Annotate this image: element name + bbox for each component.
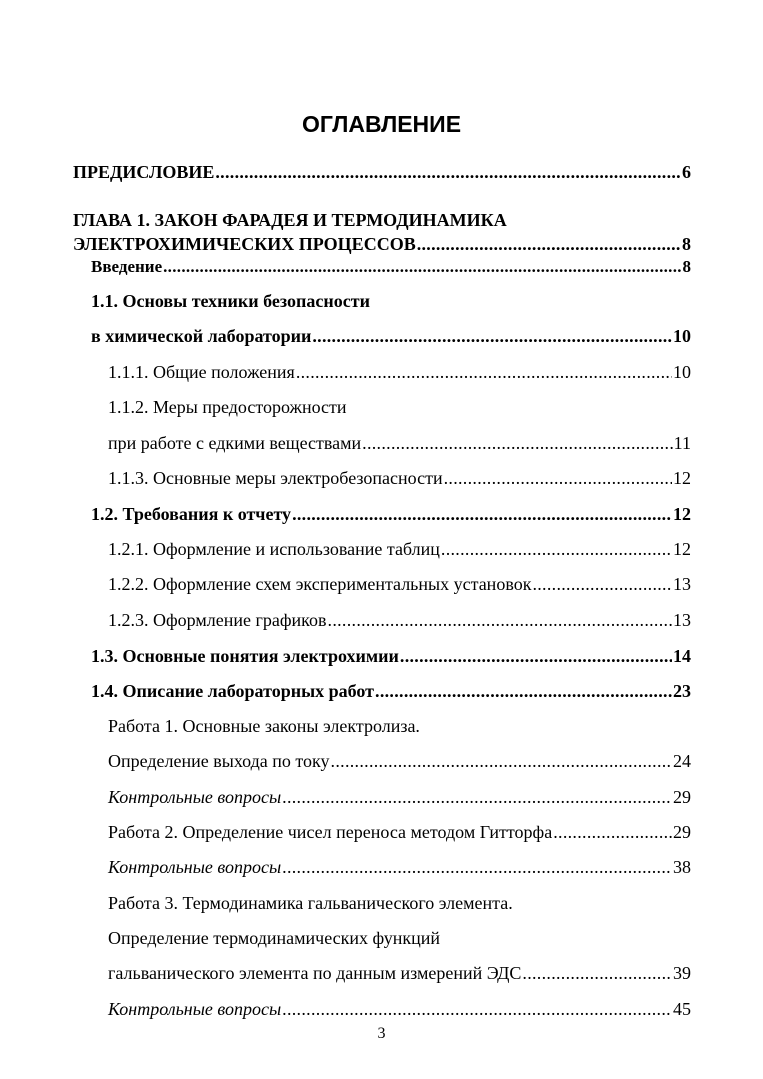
toc-entry-title: Контрольные вопросы — [108, 787, 282, 807]
toc-entry-questions3[interactable] — [108, 998, 691, 1020]
toc-leader-dots — [362, 432, 673, 454]
toc-entry-title: 1.1.1. Общие положения — [108, 362, 295, 382]
toc-entry-1-1[interactable] — [91, 325, 691, 347]
toc-entry-1-2-2[interactable] — [108, 573, 691, 595]
toc-entry-work2[interactable] — [108, 821, 691, 843]
toc-entry-title: 1.1.3. Основные меры электробезопасности — [108, 468, 443, 488]
toc-entry-chapter1-line1: ГЛАВА 1. ЗАКОН ФАРАДЕЯ И ТЕРМОДИНАМИКА — [73, 210, 507, 230]
toc-entry-title: Работа 2. Определение чисел переноса методом Гитторфа — [108, 822, 553, 842]
toc-entry-title: 1.3. Основные понятия электрохимии — [91, 646, 399, 666]
toc-leader-dots — [417, 233, 681, 255]
toc-entry-1-1-2-line1: 1.1.2. Меры предосторожности — [108, 397, 347, 417]
toc-entry-title: Определение выхода по току — [108, 751, 330, 771]
toc-entry-page: 23 — [673, 681, 691, 701]
toc-entry-intro[interactable] — [91, 256, 691, 278]
toc-entry-page: 29 — [673, 787, 691, 807]
toc-entry-1-1-3[interactable] — [108, 467, 691, 489]
toc-leader-dots — [441, 538, 672, 560]
toc-entry-page: 13 — [673, 610, 691, 630]
toc-entry-page: 11 — [673, 433, 691, 453]
toc-entry-page: 10 — [673, 326, 691, 346]
toc-entry-page: 38 — [673, 857, 691, 877]
toc-entry-title: в химической лаборатории — [91, 326, 312, 346]
toc-entry-1-2[interactable] — [91, 503, 691, 525]
toc-entry-page: 29 — [673, 822, 691, 842]
toc-entry-page: 12 — [673, 539, 691, 559]
toc-entry-page: 45 — [673, 999, 691, 1019]
toc-leader-dots — [163, 256, 681, 278]
toc-entry-title: 1.2.2. Оформление схем экспериментальных установок — [108, 574, 532, 594]
toc-leader-dots — [282, 856, 672, 878]
toc-entry-page: 24 — [673, 751, 691, 771]
toc-entry-page: 13 — [673, 574, 691, 594]
toc-leader-dots — [400, 645, 672, 667]
toc-entry-title: 1.2.3. Оформление графиков — [108, 610, 327, 630]
toc-entry-1-1-2[interactable] — [108, 432, 691, 454]
toc-entry-work3-line1: Работа 3. Термодинамика гальванического элемента. — [108, 893, 513, 913]
toc-entry-title: при работе с едкими веществами — [108, 433, 362, 453]
toc-entry-page: 8 — [682, 234, 691, 254]
toc-entry-title: 1.4. Описание лабораторных работ — [91, 681, 375, 701]
toc-entry-page: 12 — [673, 468, 691, 488]
toc-heading: ОГЛАВЛЕНИЕ — [301, 111, 462, 137]
toc-leader-dots — [282, 786, 672, 808]
toc-entry-title: ЭЛЕКТРОХИМИЧЕСКИХ ПРОЦЕССОВ — [73, 234, 416, 254]
toc-entry-1-2-1[interactable] — [108, 538, 691, 560]
toc-entry-1-1-1[interactable] — [108, 361, 691, 383]
toc-entry-preface[interactable] — [73, 161, 691, 183]
toc-entry-page: 10 — [673, 362, 691, 382]
toc-leader-dots — [375, 680, 672, 702]
toc-entry-title: гальванического элемента по данным измерений ЭДС — [108, 963, 522, 983]
page-number: 3 — [377, 1025, 386, 1042]
toc-entry-page: 12 — [673, 504, 691, 524]
toc-entry-title: ПРЕДИСЛОВИЕ — [73, 162, 215, 182]
toc-leader-dots — [522, 962, 672, 984]
toc-leader-dots — [292, 503, 672, 525]
toc-entry-questions1[interactable] — [108, 786, 691, 808]
toc-entry-work3-line2: Определение термодинамических функций — [108, 928, 440, 948]
toc-leader-dots — [282, 998, 672, 1020]
toc-entry-questions2[interactable] — [108, 856, 691, 878]
toc-leader-dots — [215, 161, 681, 183]
toc-leader-dots — [312, 325, 672, 347]
toc-leader-dots — [328, 609, 672, 631]
toc-entry-page: 8 — [682, 257, 691, 276]
toc-entry-title: 1.2.1. Оформление и использование таблиц — [108, 539, 440, 559]
toc-entry-page: 39 — [673, 963, 691, 983]
toc-entry-work3[interactable] — [108, 962, 691, 984]
toc-leader-dots — [532, 573, 672, 595]
toc-entry-page: 6 — [682, 162, 691, 182]
toc-entry-title: Контрольные вопросы — [108, 999, 282, 1019]
toc-entry-work1-line1: Работа 1. Основные законы электролиза. — [108, 716, 420, 736]
toc-entry-page: 14 — [673, 646, 691, 666]
toc-leader-dots — [553, 821, 672, 843]
toc-leader-dots — [296, 361, 672, 383]
toc-entry-1-2-3[interactable] — [108, 609, 691, 631]
toc-leader-dots — [444, 467, 672, 489]
toc-entry-title: Введение — [91, 257, 163, 276]
toc-entry-title: 1.2. Требования к отчету — [91, 504, 292, 524]
toc-entry-1-3[interactable] — [91, 645, 691, 667]
toc-entry-work1[interactable] — [108, 750, 691, 772]
toc-leader-dots — [331, 750, 672, 772]
toc-entry-1-4[interactable] — [91, 680, 691, 702]
toc-entry-1-1-line1: 1.1. Основы техники безопасности — [91, 291, 370, 311]
toc-entry-chapter1[interactable] — [73, 233, 691, 255]
toc-entry-title: Контрольные вопросы — [108, 857, 282, 877]
